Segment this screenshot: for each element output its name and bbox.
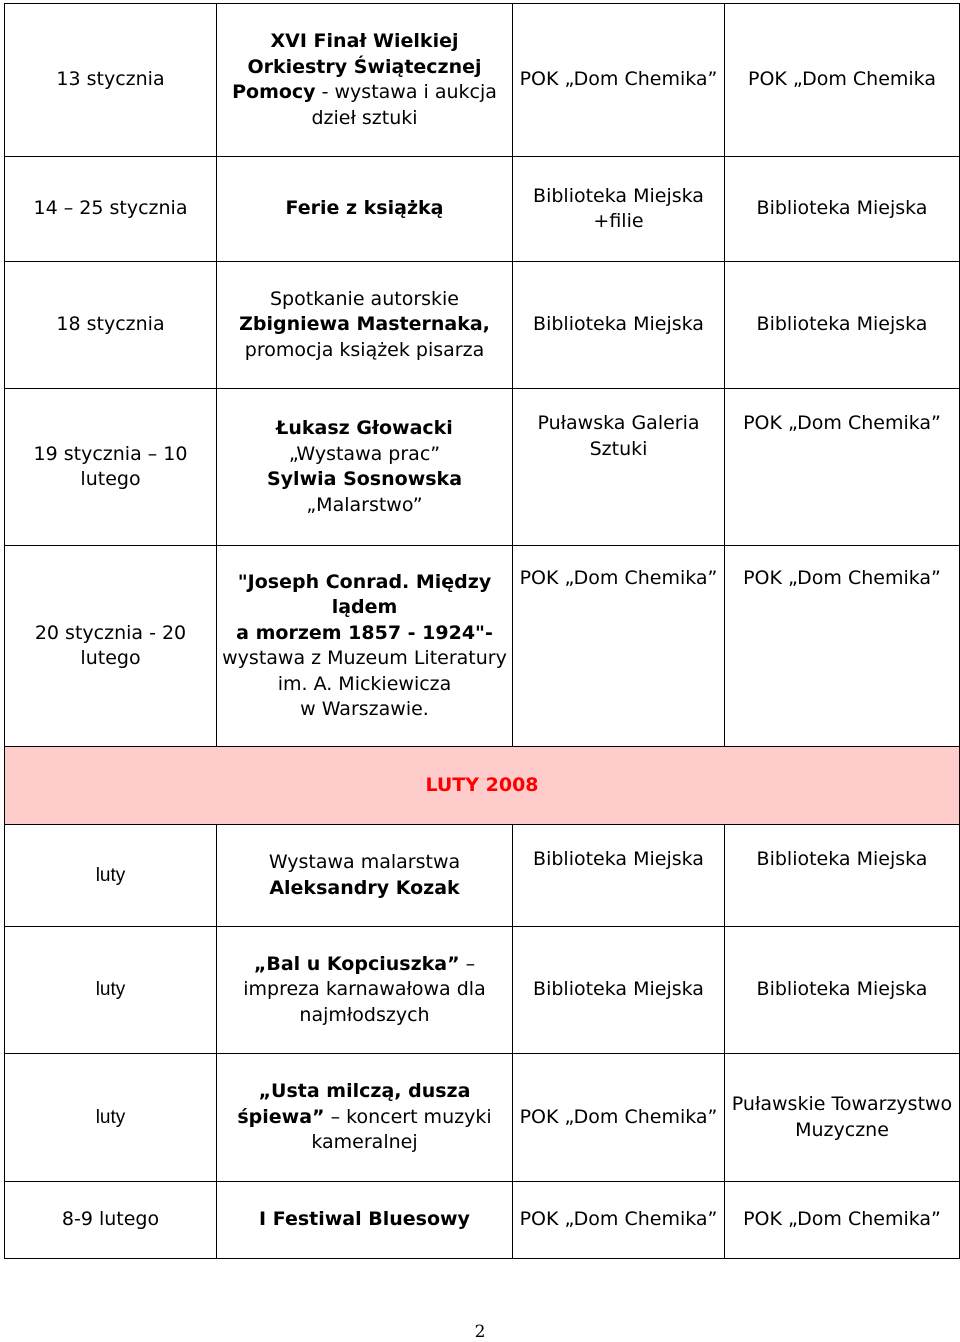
events-table: [4, 3, 960, 1259]
date-cell: 20 stycznia - 20 lutego: [5, 546, 217, 747]
event-cell: Łukasz Głowacki „Wystawa prac” Sylwia Sosnowska „Malarstwo”: [217, 389, 513, 546]
date-cell: luty: [5, 1054, 217, 1182]
event-cell: Ferie z książką: [217, 157, 513, 262]
date-cell: 14 – 25 stycznia: [5, 157, 217, 262]
date-cell: 18 stycznia: [5, 262, 217, 389]
event-cell: "Joseph Conrad. Między lądem a morzem 1857 - 1924"- wystawa z Muzeum Literatury im. A. Mickiewicza w Warszawie.: [217, 546, 513, 747]
organizer-cell: Biblioteka Miejska: [725, 262, 960, 389]
date-cell: 13 stycznia: [5, 4, 217, 157]
table-row: [5, 1054, 960, 1182]
date-cell: 19 stycznia – 10 lutego: [5, 389, 217, 546]
event-cell: XVI Finał Wielkiej Orkiestry Świątecznej Pomocy - wystawa i aukcja dzieł sztuki: [217, 4, 513, 157]
place-cell: Biblioteka Miejska: [513, 927, 725, 1054]
place-cell: Puławska Galeria Sztuki: [513, 389, 725, 546]
table-row: [5, 262, 960, 389]
place-cell: POK „Dom Chemika”: [513, 1054, 725, 1182]
organizer-cell: POK „Dom Chemika”: [725, 1182, 960, 1259]
organizer-cell: POK „Dom Chemika”: [725, 546, 960, 747]
place-cell: Biblioteka Miejska +filie: [513, 157, 725, 262]
month-header-row: [5, 747, 960, 825]
date-cell: luty: [5, 927, 217, 1054]
date-cell: 8-9 lutego: [5, 1182, 217, 1259]
organizer-cell: Biblioteka Miejska: [725, 825, 960, 927]
date-cell: luty: [5, 825, 217, 927]
page-number: 2: [474, 1322, 486, 1342]
place-cell: POK „Dom Chemika”: [513, 1182, 725, 1259]
organizer-cell: Biblioteka Miejska: [725, 157, 960, 262]
table-row: [5, 4, 960, 157]
event-cell: I Festiwal Bluesowy: [217, 1182, 513, 1259]
table-row: [5, 157, 960, 262]
table-row: [5, 389, 960, 546]
place-cell: POK „Dom Chemika”: [513, 4, 725, 157]
organizer-cell: POK „Dom Chemika: [725, 4, 960, 157]
organizer-cell: Biblioteka Miejska: [725, 927, 960, 1054]
event-cell: „Usta milczą, dusza śpiewa” – koncert muzyki kameralnej: [217, 1054, 513, 1182]
table-row: [5, 927, 960, 1054]
place-cell: POK „Dom Chemika”: [513, 546, 725, 747]
place-cell: Biblioteka Miejska: [513, 262, 725, 389]
event-cell: „Bal u Kopciuszka” – impreza karnawałowa dla najmłodszych: [217, 927, 513, 1054]
event-cell: Wystawa malarstwa Aleksandry Kozak: [217, 825, 513, 927]
month-header: LUTY 2008: [5, 747, 960, 825]
organizer-cell: POK „Dom Chemika”: [725, 389, 960, 546]
table-row: [5, 546, 960, 747]
table-row: [5, 1182, 960, 1259]
place-cell: Biblioteka Miejska: [513, 825, 725, 927]
event-cell: Spotkanie autorskie Zbigniewa Masternaka, promocja książek pisarza: [217, 262, 513, 389]
table-row: [5, 825, 960, 927]
organizer-cell: Puławskie Towarzystwo Muzyczne: [725, 1054, 960, 1182]
